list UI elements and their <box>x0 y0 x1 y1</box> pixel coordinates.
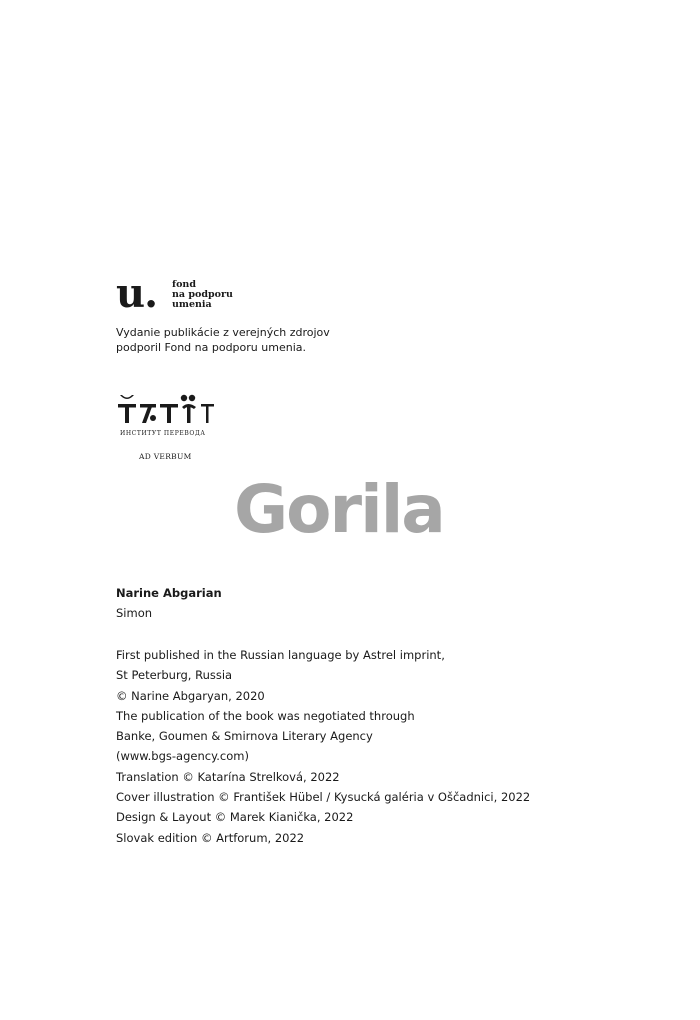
credit-line: (www.bgs-agency.com) <box>116 749 249 764</box>
author-name: Narine Abgarian <box>116 586 222 600</box>
ad-verbum-label: AD VERBUM <box>139 452 192 461</box>
institute-of-translation-logo <box>116 393 216 441</box>
credit-line: © Narine Abgaryan, 2020 <box>116 688 265 703</box>
fund-logo-mark: u. <box>116 270 158 317</box>
fond-na-podporu-umenia-logo <box>116 270 246 318</box>
credit-line: Banke, Goumen & Smirnova Literary Agency <box>116 729 373 744</box>
funding-statement-line: Vydanie publikácie z verejných zdrojov <box>116 326 330 339</box>
fund-logo-text <box>172 280 233 310</box>
copyright-credits <box>116 645 530 848</box>
credit-line: Cover illustration © František Hübel / Kysucká galéria v Oščadnici, 2022 <box>116 790 531 805</box>
fund-logo-line: fond <box>172 279 196 290</box>
credit-line: St Peterburg, Russia <box>116 668 233 683</box>
credit-line: The publication of the book was negotiated through <box>116 708 415 723</box>
credit-line: Slovak edition © Artforum, 2022 <box>116 830 305 845</box>
institute-name: ИНСТИТУТ ПЕРЕВОДА <box>120 430 206 437</box>
funding-statement <box>116 325 416 355</box>
credit-line: First published in the Russian language by Astrel imprint, <box>116 648 445 662</box>
credit-line: Translation © Katarína Strelková, 2022 <box>116 769 340 784</box>
credit-line: Design & Layout © Marek Kianička, 2022 <box>116 810 354 825</box>
institute-logo-mark-icon <box>116 393 216 427</box>
subtitle-line: Simon <box>116 606 153 620</box>
book-title: Gorila <box>234 471 444 548</box>
fund-logo-line: umenia <box>172 299 212 310</box>
fund-logo-line: na podporu <box>172 289 233 300</box>
funding-statement-line: podporil Fond na podporu umenia. <box>116 341 306 354</box>
